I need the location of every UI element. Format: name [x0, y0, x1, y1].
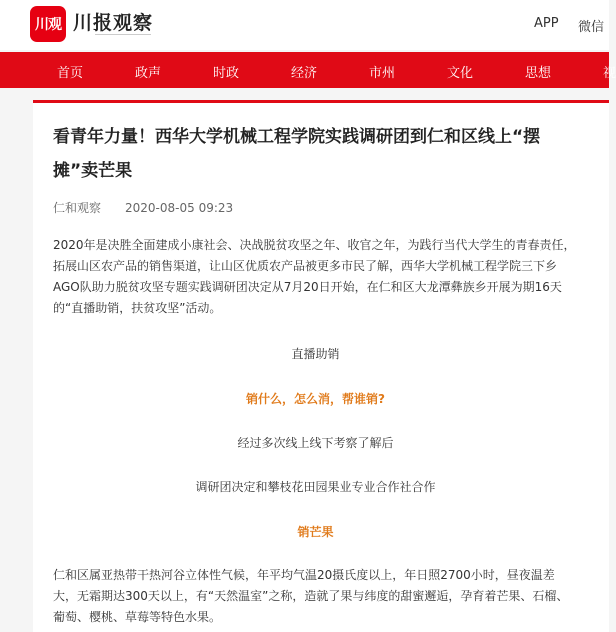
nav-item-culture[interactable]: 文化	[447, 66, 474, 81]
nav-item-economy[interactable]: 经济	[291, 66, 318, 81]
logo-icon[interactable]: 川观	[30, 6, 66, 42]
nav-item-home[interactable]: 首页	[57, 66, 84, 81]
section-heading-mango: 销芒果	[297, 525, 334, 539]
nav-item-zhengsheng[interactable]: 政声	[135, 66, 162, 81]
article-paragraph: 2020年是决胜全面建成小康社会、决战脱贫攻坚之年、收官之年，为践行当代大学生的青春责任，拓展山区农产品的销售渠道，让山区优质农产品被更多市民了解，西华大学机械工程学院三下乡AGO队助力脱贫攻坚专题实践调研团决定从7月20日开始，在仁和区大龙潭彝族乡开展为期16天的“直播助销，扶贫攻坚”活动。	[53, 238, 576, 315]
section-line-decision: 调研团决定和攀枝花田园果业专业合作社合作	[195, 480, 436, 494]
section-line-survey: 经过多次线上线下考察了解后	[237, 436, 394, 450]
article-date: 2020-08-05 09:23	[125, 201, 234, 215]
article-card	[33, 100, 609, 632]
article-title: 看青年力量！西华大学机械工程学院实践调研团到仁和区线上“摆摊”卖芒果	[53, 127, 541, 181]
nav-item-thought[interactable]: 思想	[525, 66, 552, 81]
section-heading-question: 销什么，怎么消，帮谁销?	[246, 392, 385, 406]
article-meta	[53, 199, 233, 216]
logo-underline	[95, 34, 151, 35]
article-source[interactable]: 仁和观察	[53, 201, 102, 215]
nav-item-cities[interactable]: 市州	[369, 66, 396, 81]
main-nav	[0, 52, 616, 88]
site-name[interactable]: 川报观察	[73, 12, 154, 34]
top-header	[0, 0, 609, 50]
section-line-live: 直播助销	[291, 347, 340, 361]
app-link[interactable]: APP	[534, 16, 559, 31]
nav-item-politics[interactable]: 时政	[213, 66, 240, 81]
wechat-link[interactable]: 微信	[578, 20, 605, 35]
nav-item-video[interactable]: 视	[603, 66, 616, 81]
article-paragraph: 仁和区属亚热带干热河谷立体性气候，年平均气温20摄氏度以上，年日照2700小时，昼夜温差大，无霜期达300天以上，有“天然温室”之称，造就了果与纬度的甜蜜邂逅，孕育着芒果、石榴、葡萄、樱桃、草莓等特色水果。	[53, 568, 569, 624]
